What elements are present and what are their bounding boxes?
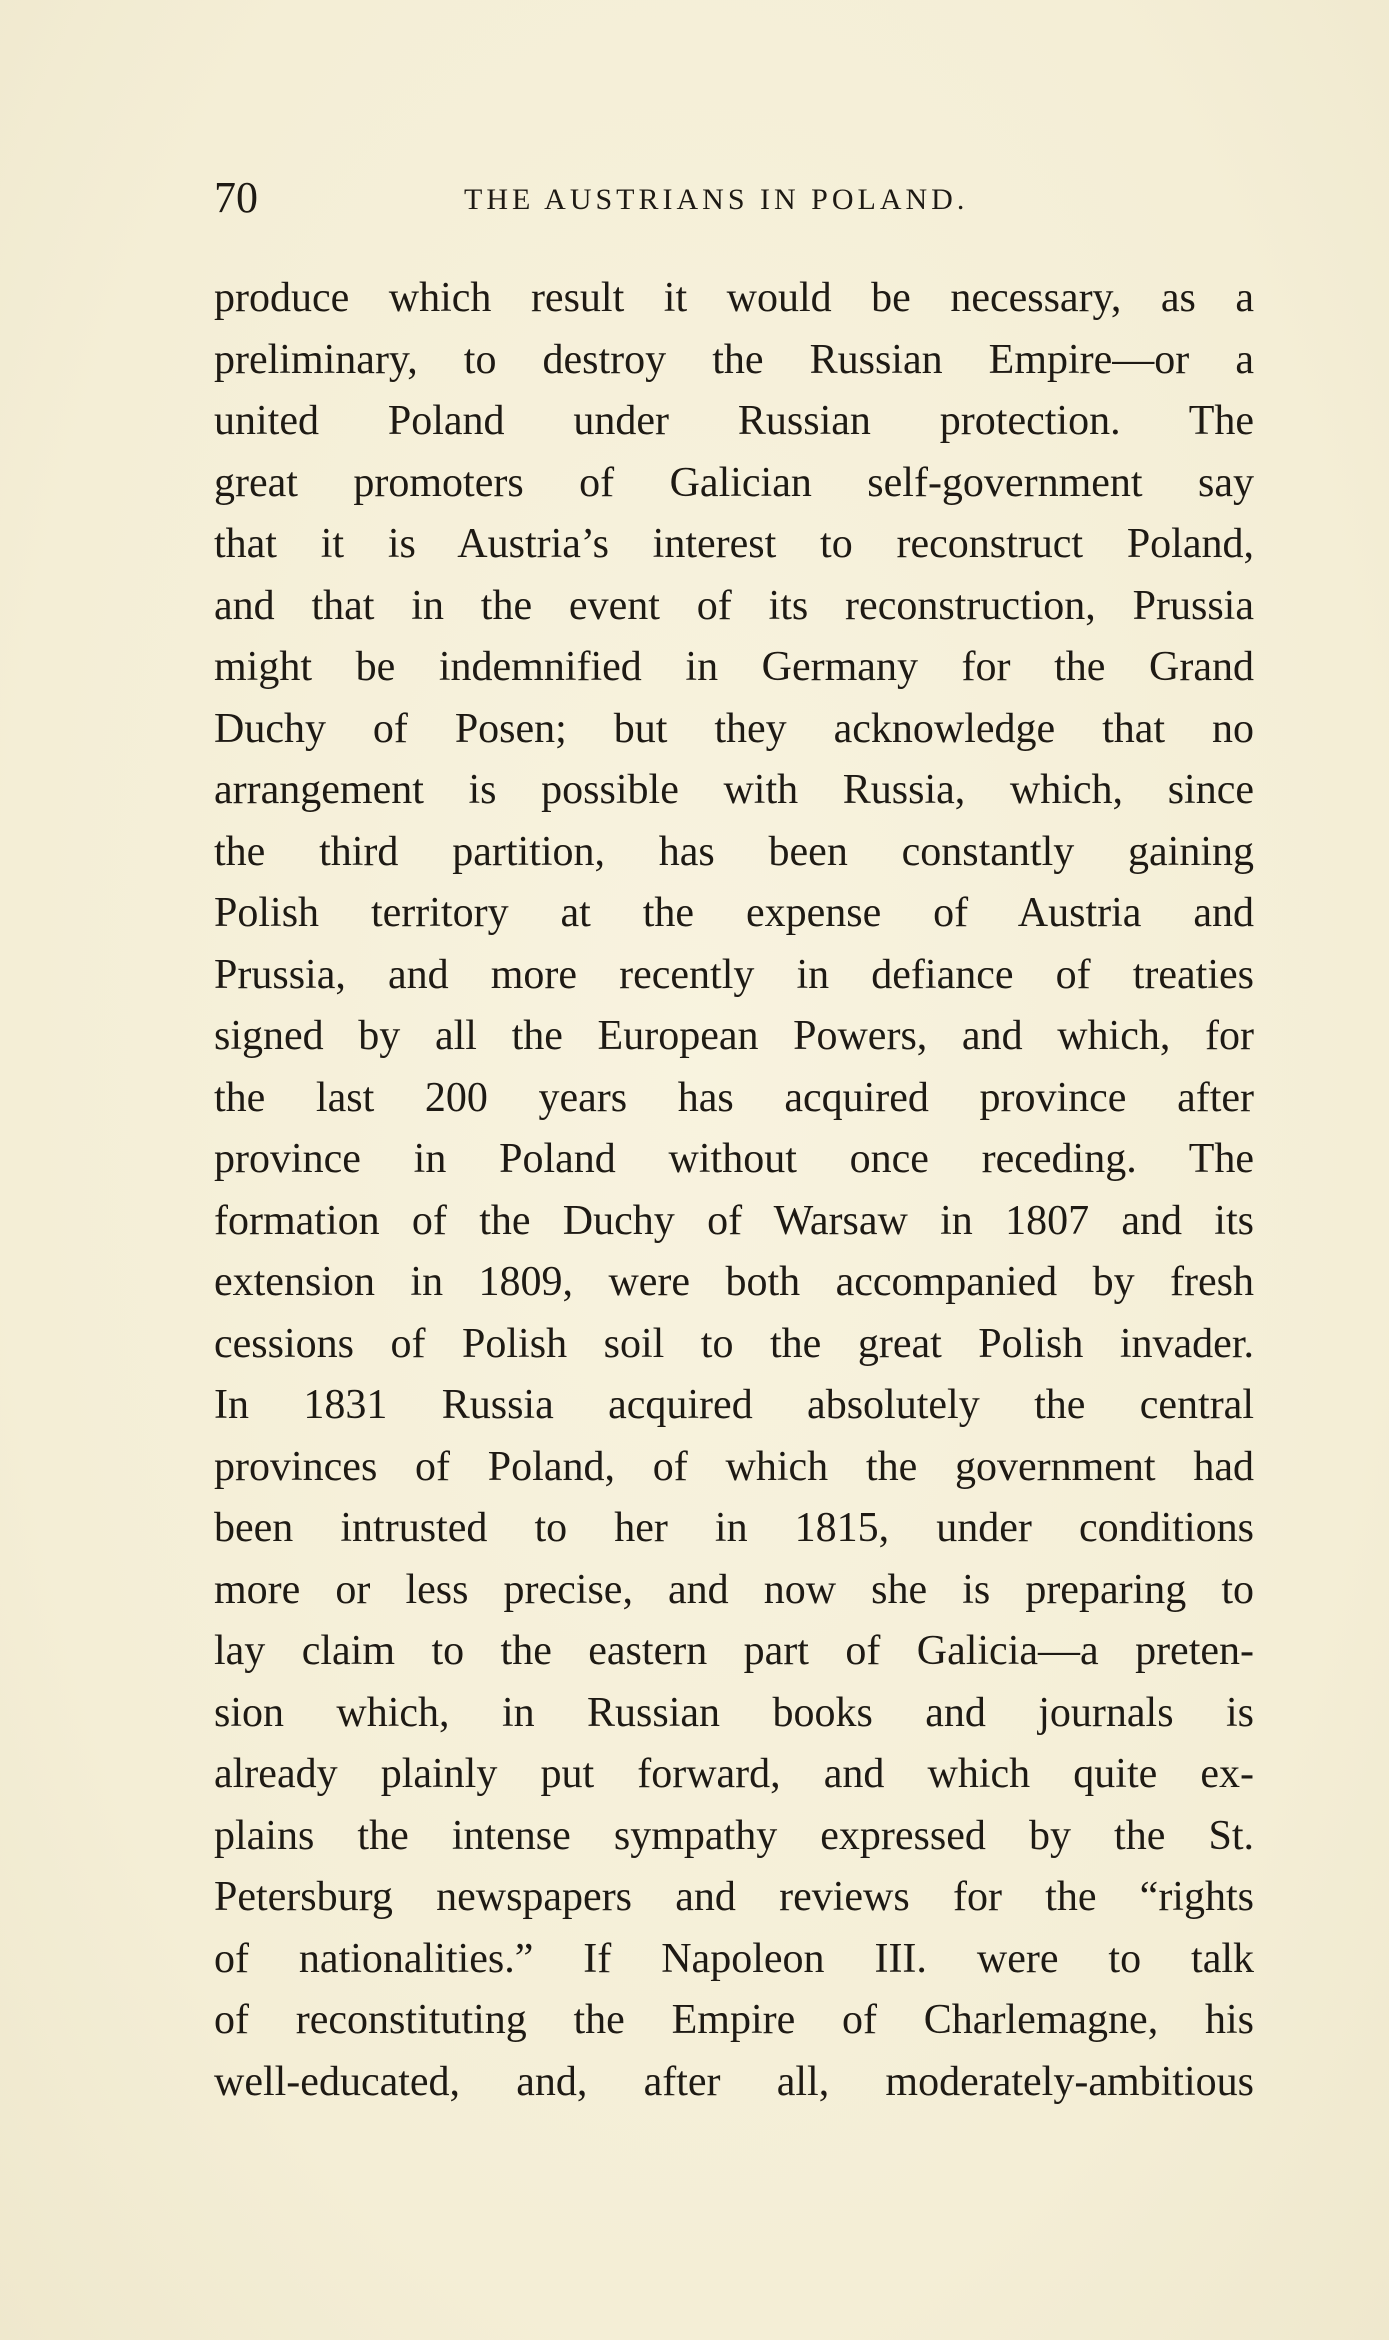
text-line: well-educated, and, after all, moderately-ambitious [214,2058,1254,2105]
text-line: arrangement is possible with Russia, which, since [214,767,1254,813]
text-line: lay claim to the eastern part of Galicia—a preten- [214,1628,1254,1674]
text-line: of nationalities.” If Napoleon III. were to talk [214,1935,1254,1982]
text-line: signed by all the European Powers, and which, for [214,1013,1254,1059]
page-number: 70 [214,173,258,222]
text-line: In 1831 Russia acquired absolutely the central [214,1382,1254,1428]
text-line: Prussia, and more recently in defiance of treaties [214,951,1254,998]
text-line: sion which, in Russian books and journals is [214,1689,1254,1736]
text-line: already plainly put forward, and which quite ex- [214,1751,1254,1797]
text-line: been intrusted to her in 1815, under conditions [214,1505,1254,1551]
page-header [214,172,1254,224]
text-line: Polish territory at the expense of Austria and [214,890,1254,936]
body-text [214,268,1254,2113]
text-line: extension in 1809, were both accompanied by fresh [214,1259,1254,1305]
text-line: preliminary, to destroy the Russian Empire—or a [214,336,1254,383]
text-line: united Poland under Russian protection. The [214,398,1254,444]
running-head: THE AUSTRIANS IN POLAND. [464,183,969,216]
text-line: cessions of Polish soil to the great Polish invader. [214,1320,1254,1367]
text-line: of reconstituting the Empire of Charlemagne, his [214,1997,1254,2043]
text-line: formation of the Duchy of Warsaw in 1807 and its [214,1197,1254,1244]
text-line: the third partition, has been constantly gaining [214,828,1254,875]
text-line: more or less precise, and now she is preparing to [214,1566,1254,1613]
text-line: produce which result it would be necessary, as a [214,275,1254,321]
text-line: the last 200 years has acquired province after [214,1074,1254,1121]
text-line: Petersburg newspapers and reviews for the “rights [214,1874,1254,1920]
text-line: that it is Austria’s interest to reconstruct Poland, [214,521,1254,567]
text-line: might be indemnified in Germany for the Grand [214,644,1254,690]
text-line: provinces of Poland, of which the government had [214,1443,1254,1490]
text-line: great promoters of Galician self-government say [214,459,1254,506]
text-line: Duchy of Posen; but they acknowledge that no [214,705,1254,752]
text-line: province in Poland without once receding. The [214,1136,1254,1182]
text-line: plains the intense sympathy expressed by the St. [214,1812,1254,1859]
text-line: and that in the event of its reconstruction, Prussia [214,582,1254,629]
